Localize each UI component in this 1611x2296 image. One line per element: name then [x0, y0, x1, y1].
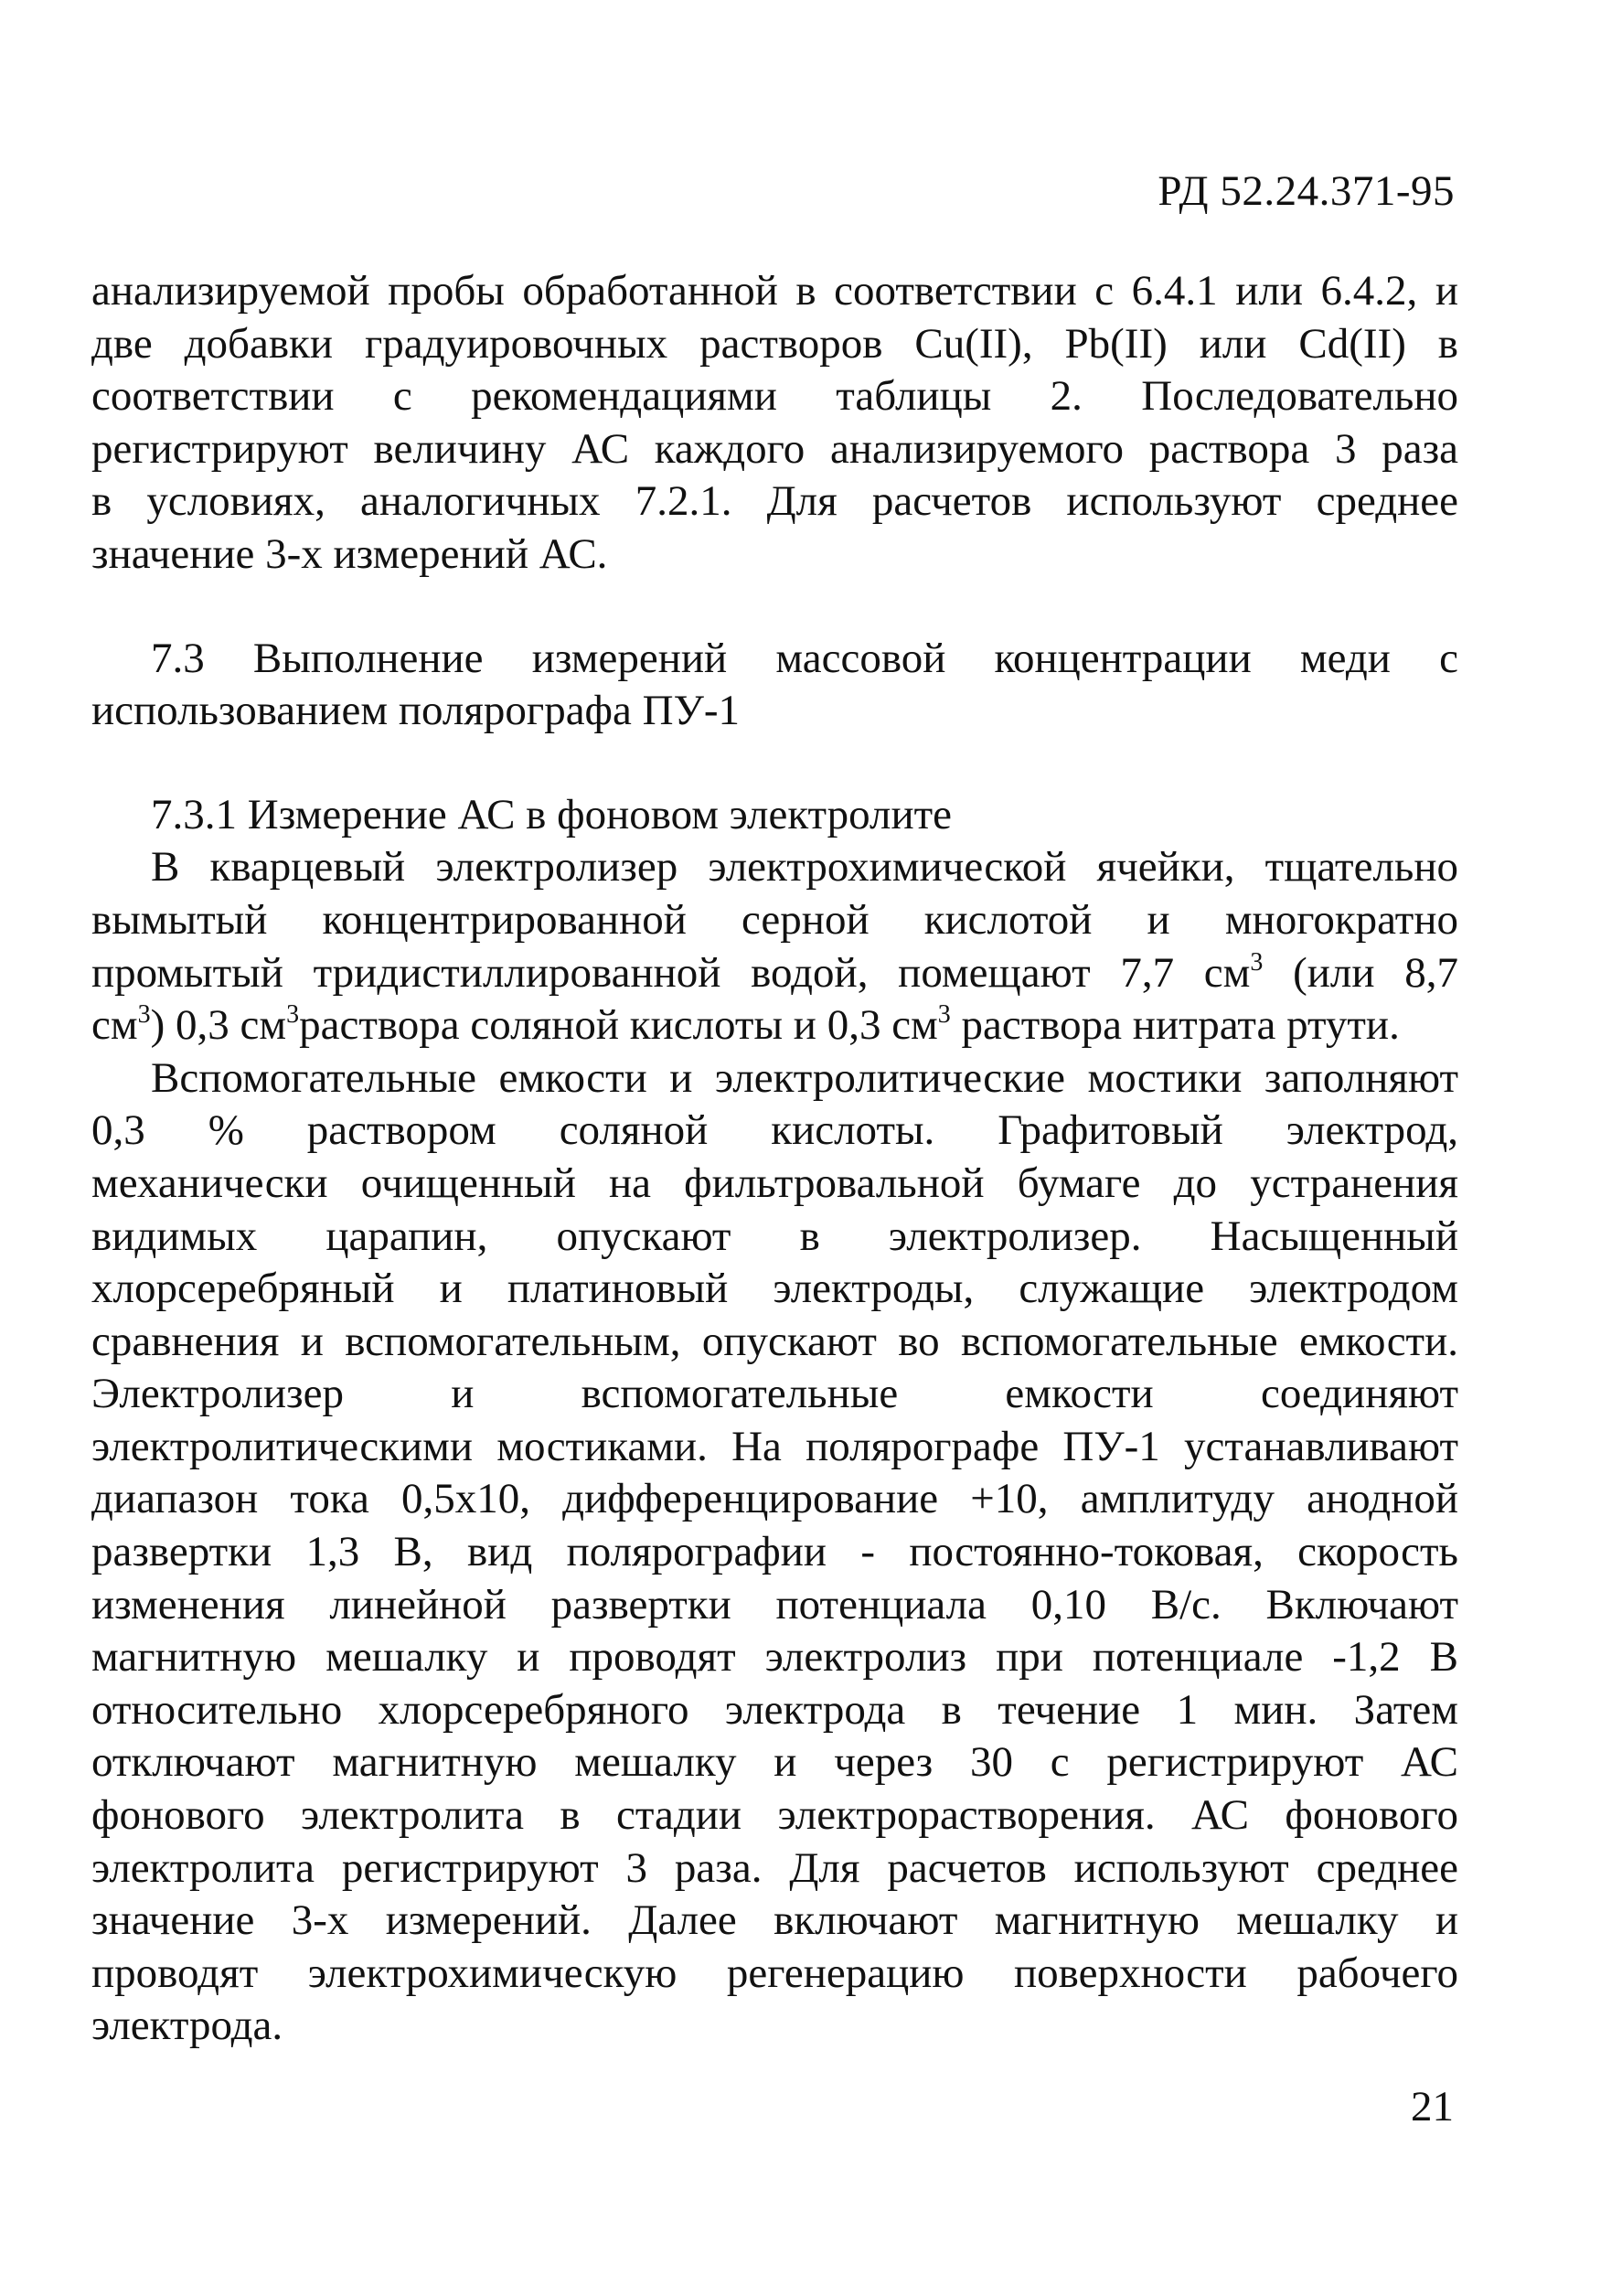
subsection-heading-7-3-1	[91, 789, 1458, 842]
text-line: проводят электрохимическую регенерацию поверхности рабочего	[91, 1949, 1458, 1997]
text-line: фонового электролита в стадии электрорастворения. АС фонового	[91, 1791, 1458, 1840]
text-line: Вспомогательные емкости и электролитические мостики заполняют	[151, 1053, 1458, 1102]
text-line: относительно хлорсеребряного электрода в течение 1 мин. Затем	[91, 1685, 1458, 1734]
paragraph-electrolyzer-preparation	[91, 841, 1458, 1052]
text-fragment: промытый тридистиллированной водой, помещают 7,7 см	[91, 948, 1251, 997]
superscript: 3	[937, 1000, 951, 1030]
text-line: отключают магнитную мешалку и через 30 с регистрируют АС	[91, 1738, 1458, 1787]
text-line: две добавки градуировочных растворов Cu(II), Pb(II) или Cd(II) в	[91, 319, 1458, 368]
page-number: 21	[1411, 2083, 1454, 2130]
superscript: 3	[137, 1000, 151, 1030]
superscript: 3	[1250, 947, 1264, 977]
text-line: хлорсеребряный и платиновый электроды, служащие электродом	[91, 1265, 1458, 1313]
heading-line: 7.3 Выполнение измерений массовой концентрации меди с	[151, 634, 1458, 682]
text-line: значение 3-х измерений. Далее включают магнитную мешалку и	[91, 1896, 1458, 1945]
text-line: В кварцевый электролизер электрохимической ячейки, тщательно	[151, 843, 1458, 892]
text-line: Электролизер и вспомогательные емкости соединяют	[91, 1370, 1458, 1418]
heading-line: 7.3.1 Измерение АС в фоновом электролите	[151, 790, 953, 838]
text-fragment: (или 8,7	[1263, 948, 1458, 997]
text-line: сравнения и вспомогательным, опускают во вспомогательные емкости.	[91, 1317, 1458, 1365]
text-line: магнитную мешалку и проводят электролиз при потенциале -1,2 В	[91, 1633, 1458, 1682]
text-line: 0,3 % раствором соляной кислоты. Графитовый электрод,	[91, 1106, 1458, 1155]
text-line	[91, 999, 1458, 1052]
paragraph-procedure	[91, 1052, 1458, 2053]
text-line: электролита регистрируют 3 раза. Для расчетов используют среднее	[91, 1843, 1458, 1892]
text-line: анализируемой пробы обработанной в соответствии с 6.4.1 или 6.4.2, и	[91, 267, 1458, 315]
text-line: развертки 1,3 В, вид полярографии - постоянно-токовая, скорость	[91, 1528, 1458, 1576]
text-line: электролитическими мостиками. На полярографе ПУ-1 устанавливают	[91, 1422, 1458, 1470]
text-fragment: ) 0,3 см	[150, 1001, 287, 1050]
document-code-header: РД 52.24.371-95	[1158, 167, 1455, 215]
text-line: видимых царапин, опускают в электролизер. Насыщенный	[91, 1212, 1458, 1260]
text-line: механически очищенный на фильтровальной бумаге до устранения	[91, 1159, 1458, 1207]
text-line: вымытый концентрированной серной кислотой и многократно	[91, 895, 1458, 944]
heading-line: использованием полярографа ПУ-1	[91, 687, 740, 735]
superscript: 3	[286, 1000, 300, 1030]
text-fragment: раствора нитрата ртути.	[950, 1001, 1400, 1050]
text-line: регистрируют величину АС каждого анализируемого раствора 3 раза	[91, 424, 1458, 473]
text-line: значение 3-х измерений АС.	[91, 529, 608, 578]
text-line: диапазон тока 0,5х10, дифференцирование +10, амплитуду анодной	[91, 1475, 1458, 1523]
section-heading-7-3-continuation	[91, 685, 1458, 738]
text-line: электрода.	[91, 2002, 283, 2050]
text-fragment: раствора соляной кислоты и 0,3 см	[299, 1001, 938, 1050]
text-line	[91, 947, 1458, 1000]
section-heading-7-3	[91, 633, 1458, 686]
text-line: соответствии с рекомендациями таблицы 2. Последовательно	[91, 372, 1458, 421]
text-fragment: см	[91, 1001, 138, 1050]
text-line: в условиях, аналогичных 7.2.1. Для расчетов используют среднее	[91, 477, 1458, 526]
paragraph-sample-additions	[91, 265, 1458, 582]
document-body	[91, 265, 1458, 2053]
text-line: изменения линейной развертки потенциала 0,10 В/с. Включают	[91, 1580, 1458, 1629]
